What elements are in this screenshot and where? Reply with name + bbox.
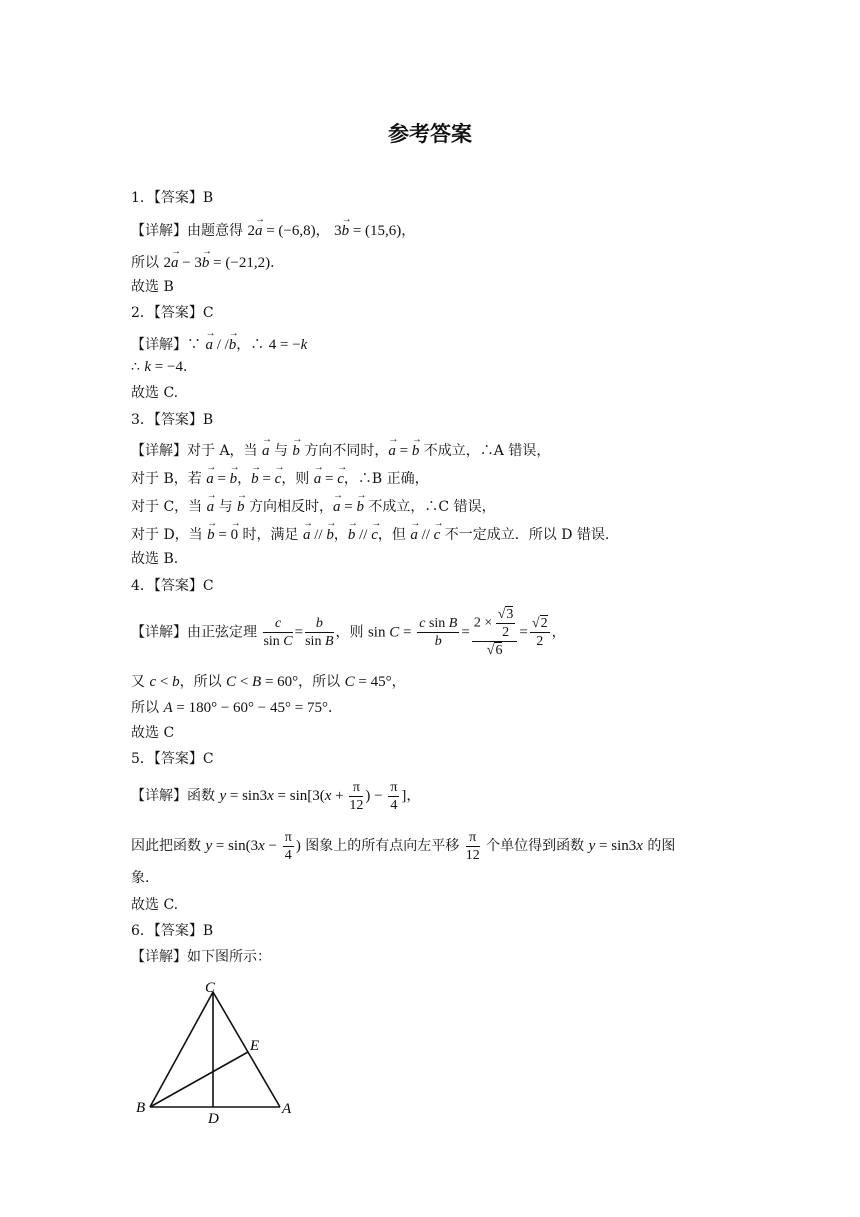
q6-answer: 6．【答案】B (131, 923, 214, 939)
page-title: 参考答案 (388, 122, 472, 146)
q1-line2: 所以 2→ a − 3→ b = (−21,2)． (131, 249, 284, 273)
q3-answer: 3．【答案】B (131, 412, 214, 428)
q5-line2: 因此把函数 y = sin(3x − $\frac{\pi}{4}$ ) 图象上的所有点向左平移 $\frac{\pi}{12}$ 个单位得到函数 y = sin3x 的图 (131, 829, 676, 863)
q5-detail: 【详解】函数 y = sin3x = sin[3(x + $\frac{\pi}{12}$ ) − $\frac{\pi}{4}$ ]， (131, 779, 421, 813)
q5-line3: 象. (131, 870, 150, 886)
q1-answer: 1．【答案】B (131, 190, 214, 206)
side-ca (213, 992, 280, 1107)
label-c: C (205, 980, 216, 996)
q5-conclusion: 故选 C. (131, 897, 179, 913)
q5-answer: 5．【答案】C (131, 751, 214, 767)
q4-detail: 【详解】由正弦定理 $\frac{c}{\text{sin C}}$ = $\frac{b}{\text{sin B}}$ ，则 sin C = $\frac{\text{c sin B}}{b}$ = 2 × $\frac{√3}{2}$ √6 = $\frac{√2}{2}$ ， (131, 607, 566, 658)
q3-line-b: 对于 B，若 → a = → b，→ b = → c，则 → a = → c，∴B 正确， (131, 465, 429, 489)
q1-detail: 【详解】由题意得 2→ a = (−6,8)， 3→ b = (15,6)， (131, 217, 415, 241)
q4-conclusion: 故选 C (131, 725, 175, 741)
q3-line-d: 对于 D，当 → b = → 0 时，满足 → a // → b，→ b // → c，但 → a // → c 不一定成立．所以 D 错误. (131, 521, 609, 545)
q4-answer: 4．【答案】C (131, 578, 214, 594)
q3-line-c: 对于 C，当 → a 与 → b 方向相反时，→ a = → b 不成立，∴C 错误， (131, 493, 496, 517)
triangle-figure (130, 975, 310, 1130)
q2-conclusion: 故选 C. (131, 385, 179, 401)
label-d: D (208, 1111, 219, 1127)
q2-answer: 2．【答案】C (131, 305, 214, 321)
q4-line3: 所以 A = 180° − 60° − 45° = 75°． (131, 700, 342, 716)
q3-line-a: 【详解】对于 A，当 → a 与 → b 方向不同时，→ a = → b 不成立，∴A 错误， (131, 437, 550, 461)
q6-detail: 【详解】如下图所示： (131, 949, 271, 965)
label-e: E (250, 1038, 260, 1054)
q4-line2: 又 c < b，所以 C < B = 60°，所以 C = 45°， (131, 674, 406, 690)
label-b: B (136, 1100, 146, 1116)
q2-detail: 【详解】∵ → a / /→ b，∴ 4 = −k (131, 331, 307, 355)
q2-line2: ∴ k = −4． (131, 359, 197, 375)
q1-conclusion: 故选 B (131, 279, 174, 295)
label-a: A (282, 1101, 292, 1117)
q3-conclusion: 故选 B. (131, 551, 179, 567)
